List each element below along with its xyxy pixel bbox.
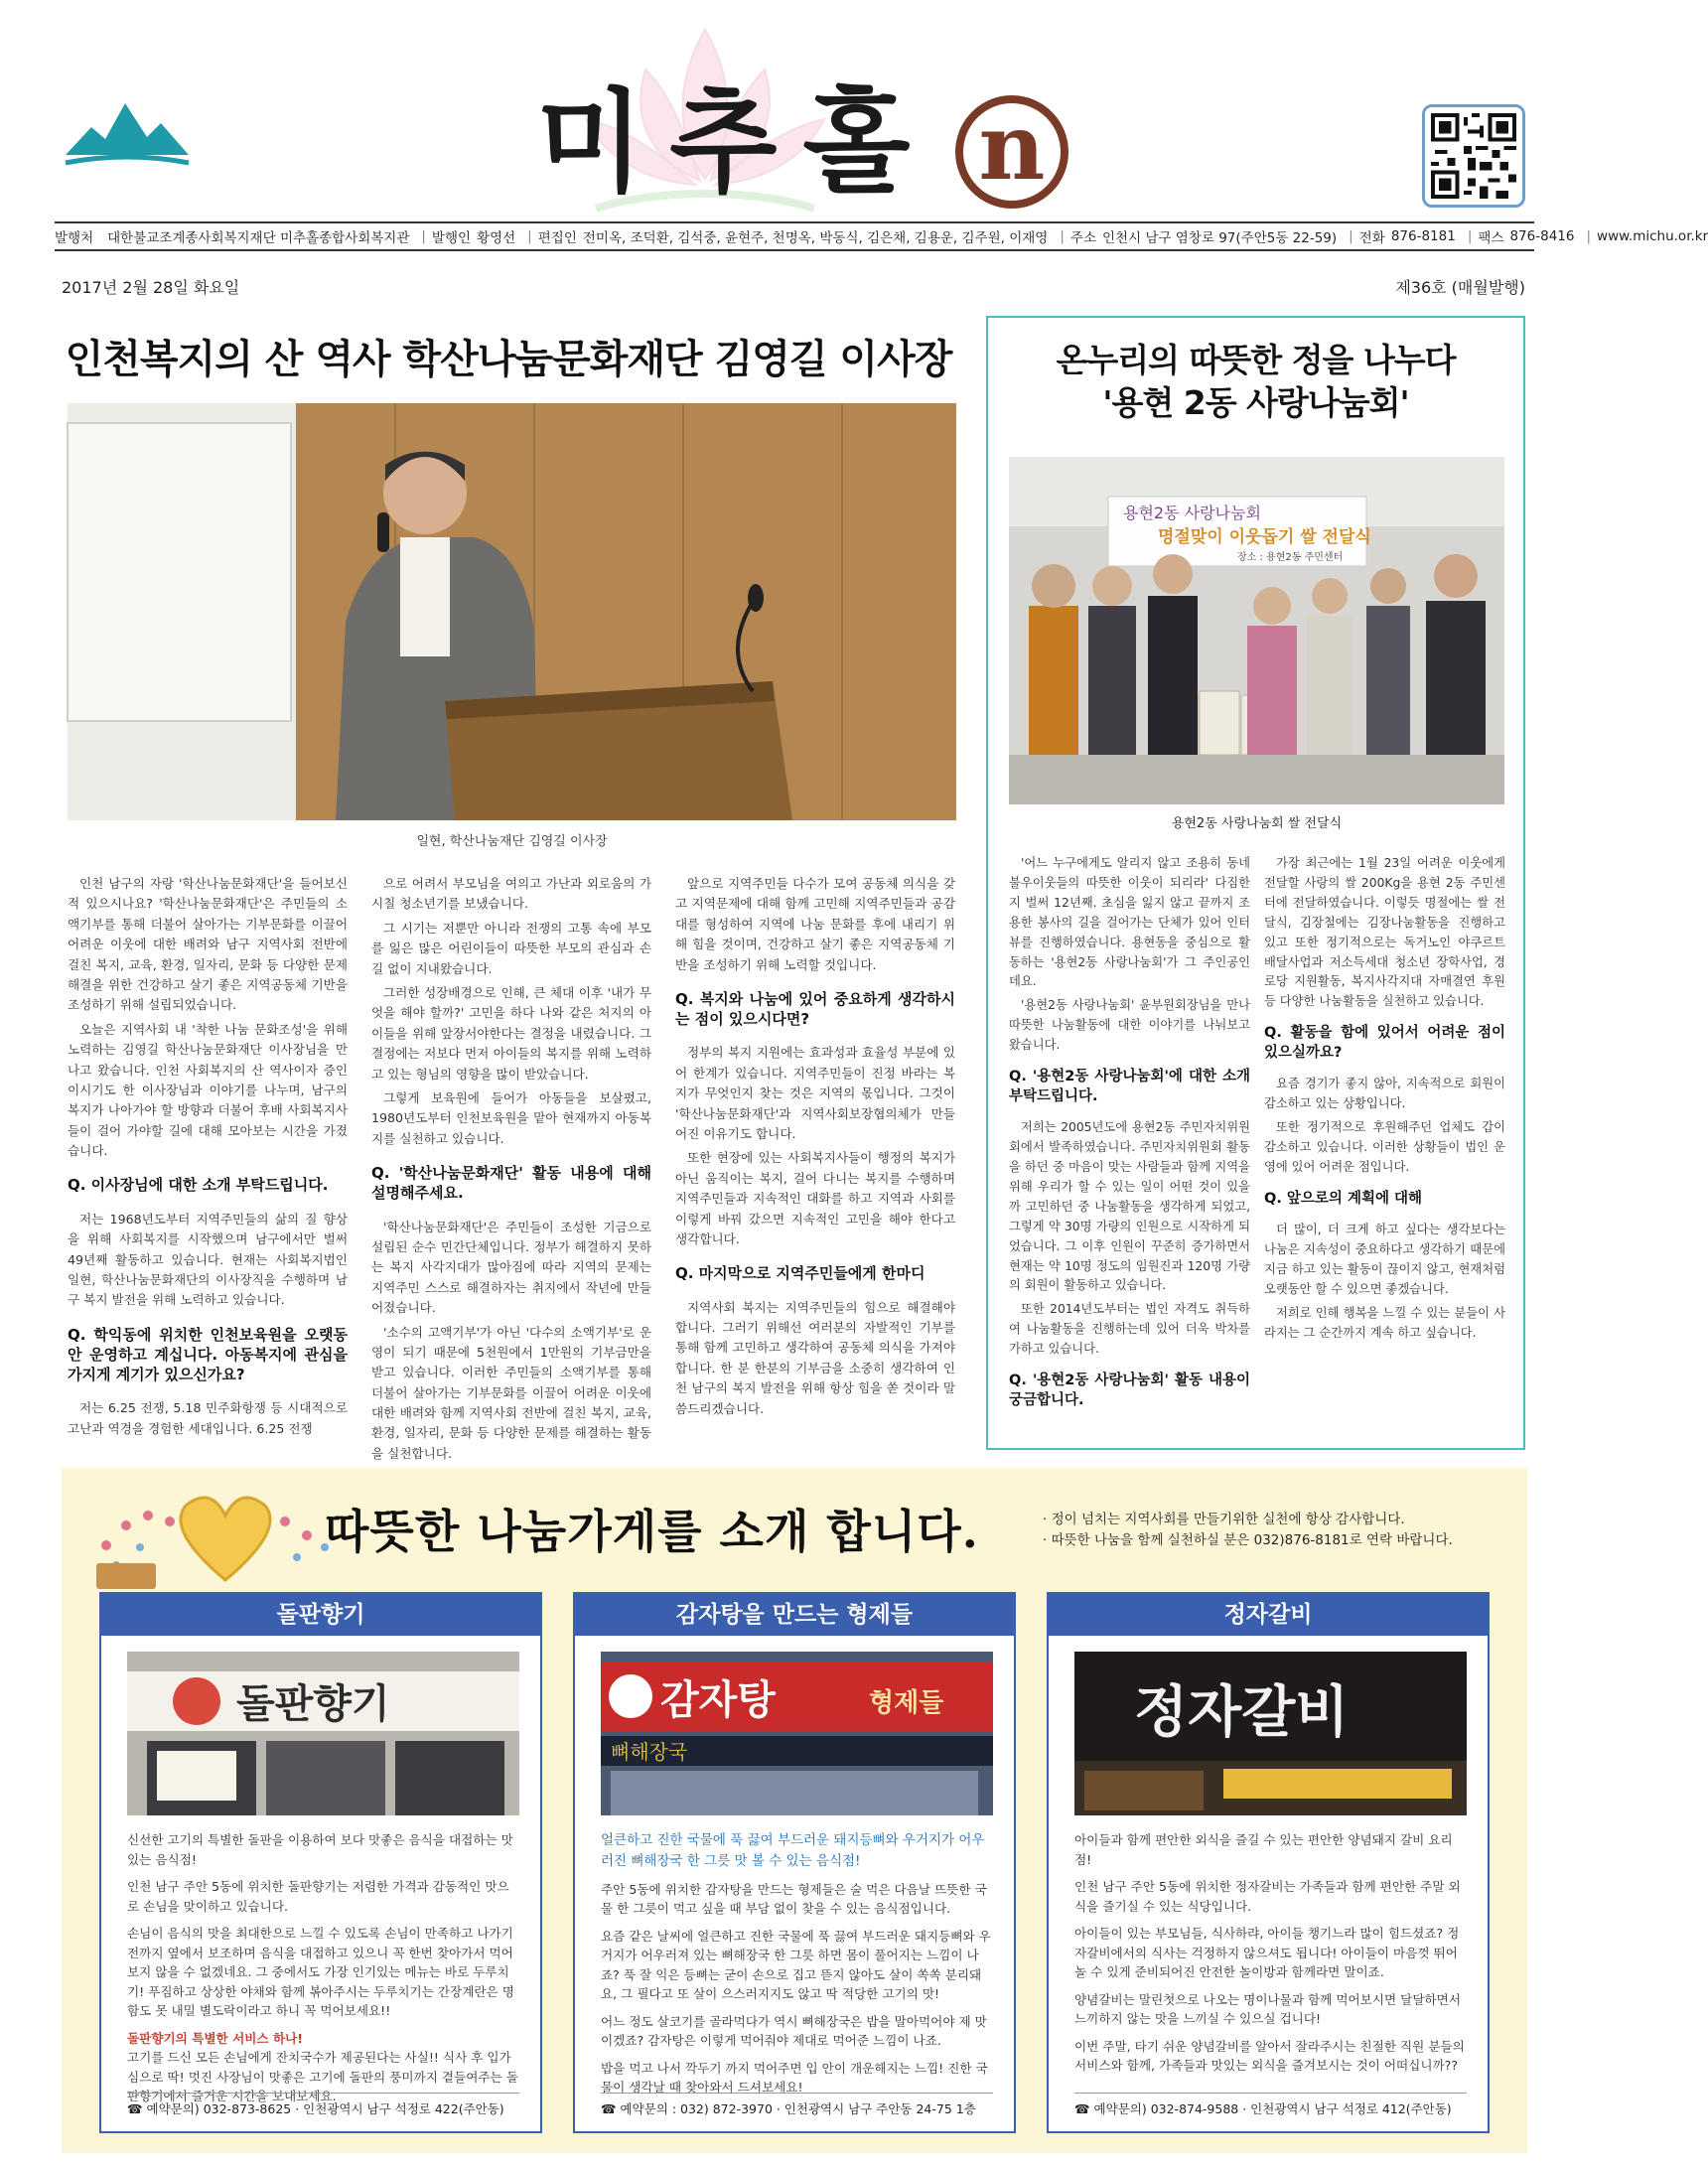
paragraph: 앞으로 지역주민들 다수가 모여 공동체 의식을 갖고 지역문제에 대해 함께 고민해 지역주민들과 공감대를 형성하여 지역에 나눔 문화를 후에 내리기 위해 힘을 것이며, 건강하고 살기 좋은 지역공동체 기반을 조성하기 위해 노력할 것입니다. <box>675 876 955 972</box>
interview-question: Q. 학익동에 위치한 인천보육원을 오랫동안 운영하고 계십니다. 아동복지에 관심을 가지게 계기가 있으신가요? <box>68 1325 348 1384</box>
interview-question: Q. 활동을 함에 있어서 어려운 점이 있으실까요? <box>1264 1025 1505 1061</box>
paragraph: 신선한 고기의 특별한 돌판을 이용하여 보다 맛좋은 음식을 대접하는 맛있는 음식점! <box>127 1832 513 1867</box>
paragraph: 저는 1968년도부터 지역주민들의 삶의 질 향상을 위해 사회복지를 시작했으며 남구에서만 벌써 49년째 활동하고 있습니다. 현재는 사회복지법인 일현, 학산나눔문화재단의 이사장직을 수행하며 남구 복지 발전을 위해 노력하고 있습니다. <box>68 1211 348 1308</box>
photo-banner-line-3: 장소 : 용현2동 주민센터 <box>1237 552 1344 563</box>
store-card-gamjatang <box>573 1592 1016 2133</box>
main-article-column-3 <box>675 874 955 1423</box>
qr-code-icon[interactable] <box>1422 104 1525 208</box>
interview-question: Q. '용현2동 사랑나눔회'에 대한 소개 부탁드립니다. <box>1009 1069 1250 1104</box>
fax-label: 팩스 <box>1478 230 1504 246</box>
paragraph: 고기를 드신 모든 손님에게 잔치국수가 제공된다는 사실!! 식사 후 입가심으로 딱! 멋진 사장님이 맛좋은 고기에 돌판의 풍미까지 곁들여주는 돌판향기에서 즐거운 시간을 보내보세요. <box>127 2050 518 2104</box>
mountain-logo-icon <box>62 97 193 173</box>
side-article-column-2 <box>1264 854 1505 1348</box>
side-article-column-1 <box>1009 854 1250 1422</box>
fax-value: 876-8416 <box>1509 228 1575 244</box>
paragraph: '소수의 고액기부'가 아닌 '다수의 소액기부'로 운영이 되기 때문에 5천원에서 1만원의 기부금만을 받고 있습니다. 이러한 주민들의 소액기부를 통해 더불어 살아가는 기부문화를 이끌어 어려운 이웃에 대한 배려와 함께 지역사회 전반에 걸친 복지, 교육, 환경, 일자리, 문화 등 다양한 문제를 해결하는 활동을 실천합니다. <box>371 1324 651 1461</box>
masthead <box>0 0 1589 214</box>
photo-banner-line-2: 명절맞이 이웃돕기 쌀 전달식 <box>1158 527 1371 547</box>
newspaper-title-mark: n <box>955 95 1068 209</box>
divider: | <box>1586 228 1592 244</box>
editor-names: 전미옥, 조덕환, 김석중, 윤현주, 천명옥, 박동식, 김은채, 김용운, 김주원, 이재영 <box>582 230 1049 246</box>
store-section-note <box>1043 1510 1453 1551</box>
paragraph: 인천 남구 주안 5동에 위치한 돌판향기는 저렴한 가격과 감동적인 맛으로 손님을 맞이하고 있습니다. <box>127 1879 509 1914</box>
store-contact: ☎ 예약문의) 032-873-8625 · 인천광역시 남구 석정로 422(주안동) <box>127 2093 519 2117</box>
store-card-dolpan <box>99 1592 542 2133</box>
paragraph: 아이들이 있는 부모님들, 식사하랴, 아이들 챙기느라 많이 힘드셨죠? 정자갈비에서의 식사는 걱정하지 않으셔도 됩니다! 아이들이 마음껏 뛰어놀 수 있게 준비되어진 안전한 놀이방과 함께라면 말이죠. <box>1074 1926 1460 1980</box>
paragraph: 그렇게 보육원에 들어가 아동들을 보살폈고, 1980년도부터 인천보육원을 맡아 현재까지 아동복지를 실천하고 있습니다. <box>371 1089 651 1146</box>
divider: | <box>527 228 532 244</box>
paragraph: '어느 누구에게도 알리지 않고 조용히 동네불우이웃들의 따뜻한 이웃이 되리라' 다짐한지 벌써 12년째. 초심을 잃지 않고 끝까지 조용한 봉사의 길을 걸어가는 단체가 있어 인터뷰를 진행하였습니다. 용현동을 중심으로 활동하는 '용현2동 사랑나눔회'가 그 주인공인데요. <box>1009 856 1250 989</box>
store-sign: 감자탕 <box>660 1677 776 1723</box>
paragraph: 정부의 복지 지원에는 효과성과 효율성 부분에 있어 한계가 있습니다. 지역주민들이 진정 바라는 복지가 무엇인지 찾는 것은 지역의 몫입니다. 그것이 '학산나눔문화재단'과 지역사회보장협의체가 만들어진 이유기도 합니다. <box>675 1045 955 1142</box>
side-title-line-2: '용현 2동 사랑나눔회' <box>1102 382 1409 422</box>
paragraph: 손님이 음식의 맛을 최대한으로 느낄 수 있도록 손님이 만족하고 나가기 전까지 옆에서 보조하며 음식을 대접하고 있으니 꼭 한번 찾아가서 먹어보지 않을 수 없겠네요. 그 중에서도 가장 인기있는 메뉴는 바로 두루치기! 푸짐하고 상상한 야채와 함께 볶아주시는 두루치기는 간장계란은 명함도 못 내밀 별도락이라고 하니 꼭 먹어보세요!! <box>127 1926 514 2019</box>
issuer-label: 발행인 <box>431 230 472 246</box>
store-name: 감자탕을 만드는 형제들 <box>575 1594 1014 1636</box>
store-sign: 정자갈비 <box>1134 1679 1350 1745</box>
store-photo <box>127 1652 519 1815</box>
store-card-jeongja <box>1047 1592 1490 2133</box>
divider: | <box>421 228 426 244</box>
store-name: 돌판향기 <box>101 1594 540 1636</box>
paragraph: 어느 정도 살코기를 골라먹다가 역시 뼈해장국은 밥을 말아먹어야 제 맛이겠죠? 감자탕은 이렇게 먹어줘야 제대로 먹어준 느낌이 나죠. <box>601 2013 987 2049</box>
store-sign: 돌판향기 <box>236 1680 390 1727</box>
address-label: 주소 <box>1069 230 1096 246</box>
address-value: 인천시 남구 염창로 97(주안5동 22-59) <box>1102 230 1338 246</box>
interview-question: Q. 복지와 나눔에 있어 중요하게 생각하시는 점이 있으시다면? <box>675 989 955 1029</box>
store-photo <box>601 1652 993 1815</box>
photo-banner-line-1: 용현2동 사랑나눔회 <box>1123 504 1261 522</box>
paragraph: 아이들과 함께 편안한 외식을 즐길 수 있는 편안한 양념돼지 갈비 요리점! <box>1074 1832 1453 1867</box>
side-article-box <box>986 316 1525 1450</box>
editor-label: 편집인 <box>537 230 577 246</box>
highlight-heading: 돌판향기의 특별한 서비스 하나! <box>127 2030 304 2046</box>
main-article-column-1 <box>68 874 348 1443</box>
store-lead: 얼큰하고 진한 국물에 푹 끓여 부드러운 돼지등뼈와 우거지가 어우러진 뼈해장국 한 그릇 맛 볼 수 있는 음식점! <box>601 1832 985 1869</box>
paragraph: 그 시기는 저뿐만 아니라 전쟁의 고통 속에 부모를 잃은 많은 어린이들이 따뜻한 부모의 관심과 손길 없이 지내왔습니다. <box>371 920 651 976</box>
paragraph: 가장 최근에는 1월 23일 어려운 이웃에게 전달할 사랑의 쌀 200Kg을 용현 2동 주민센터에 전달하였습니다. 이렇듯 명절에는 쌀 전달식, 김장철에는 김장나눔활동을 진행하고 있고 또한 정기적으로는 독거노인 야쿠르트 배달사업과 저소득세대 청소년 장학사업, 경로당 지원활동, 복지사각지대 자매결연 후원 등 다양한 나눔활동을 실천하고 있습니다. <box>1264 856 1505 1009</box>
paragraph: 지역사회 복지는 지역주민들의 힘으로 해결해야 합니다. 그러기 위해선 여러분의 자발적인 기부를 통해 함께 고민하고 생각하여 공동체 의식을 가져야 합니다. 한 분 한분의 기부금을 소중히 생각하여 인천 남구의 복지 발전을 위해 항상 힘을 쏟 것이라 말씀드리겠습니다. <box>675 1299 955 1416</box>
paragraph: 또한 2014년도부터는 법인 자격도 취득하여 나눔활동을 진행하는데 있어 더욱 박차를 가하고 있습니다. <box>1009 1302 1250 1357</box>
paragraph: 인천 남구의 자랑 '학산나눔문화재단'을 들어보신 적 있으시나요? '학산나눔문화재단'은 주민들의 소액기부를 통해 더불어 살아가는 기부문화를 이끌어 어려운 이웃에 대한 배려와 남구 지역사회 전반에 걸친 복지, 교육, 환경, 일자리, 문화 등 다양한 문제 해결을 위한 건강하고 살기 좋은 지역공동체 기반을 조성하기 위해 설립되었습니다. <box>68 876 348 1013</box>
side-article-title <box>988 340 1523 425</box>
paragraph: 으로 어려서 부모님을 여의고 가난과 외로움의 가시칠 청소년기를 보냈습니다. <box>371 876 651 912</box>
paragraph: '용현2동 사랑나눔회' 윤부원회장님을 만나 따뜻한 나눔활동에 대한 이야기를 나눠보고 왔습니다. <box>1009 998 1250 1053</box>
paragraph: 요즘 같은 날씨에 얼큰하고 진한 국물에 푹 끓여 부드러운 돼지등뼈와 우거지가 어우러져 있는 뼈해장국 한 그릇 하면 몸이 풀어지는 느낌이 나죠? 푹 잘 익은 등뼈는 굳이 손으로 집고 뜯지 않아도 살이 쏙쏙 분리돼요, 그 필다고 또 살이 으스러지지도 않고 딱 적당한 고기의 맛! <box>601 1928 991 2002</box>
sharing-stores-section <box>62 1468 1527 2153</box>
main-article-photo <box>68 403 956 820</box>
store-section-headline: 따뜻한 나눔가게를 소개 합니다. <box>325 1505 979 1558</box>
store-sign-tertiary: 뼈해장국 <box>611 1740 688 1764</box>
store-description <box>127 1830 519 2114</box>
paragraph: 이번 주말, 타기 쉬운 양념갈비를 알아서 잘라주시는 친절한 직원 분들의 서비스와 함께, 가족들과 맛있는 외식을 즐겨보시는 것이 어떠십니까?? <box>1074 2038 1465 2074</box>
store-description <box>601 1830 993 2105</box>
website-link[interactable]: www.michu.or.kr <box>1597 228 1708 244</box>
paragraph: 더 많이, 더 크게 하고 싶다는 생각보다는 나눔은 지속성이 중요하다고 생각하기 때문에 지금 하고 있는 활동이 끊이지 않고, 현재처럼 오랫동안 할 수 있으면 좋겠습니다. <box>1264 1223 1505 1297</box>
store-photo <box>1074 1652 1467 1815</box>
divider: | <box>1060 228 1065 244</box>
side-photo-caption: 용현2동 사랑나눔회 쌀 전달식 <box>1171 816 1343 831</box>
paragraph: 인천 남구 주안 5동에 위치한 정자갈비는 가족들과 함께 편안한 주말 외식을 즐기실 수 있는 식당입니다. <box>1074 1879 1461 1914</box>
paragraph: '학산나눔문화재단'은 주민들이 조성한 기금으로 설립된 순수 민간단체입니다. 정부가 해결하지 못하는 복지 사각지대가 많아짐에 따라 지역의 문제는 지역주민 스스로 해결하자는 취지에서 작년에 만들어졌습니다. <box>371 1219 651 1316</box>
divider: | <box>1349 228 1353 244</box>
divider: | <box>1467 228 1473 244</box>
publisher-label: 발행처 <box>55 230 94 246</box>
note-line: · 따뜻한 나눔을 함께 실천하실 분은 032)876-8181로 연락 바랍니다. <box>1043 1531 1453 1548</box>
store-name: 정자갈비 <box>1049 1594 1488 1636</box>
issue-number: 제36호 (매월발행) <box>1395 278 1525 297</box>
paragraph: 저는 6.25 전쟁, 5.18 민주화항쟁 등 시대적으로 고난과 역경을 경험한 세대입니다. 6.25 전쟁 <box>68 1400 348 1436</box>
main-photo-caption: 일현, 학산나눔재단 김영길 이사장 <box>416 834 608 849</box>
newspaper-title: 미추홀 <box>536 77 936 208</box>
paragraph: 주안 5동에 위치한 감자탕을 만드는 형제들은 술 먹은 다음날 뜨뜻한 국물 한 그릇이 먹고 싶을 때 부담 없이 찾을 수 있는 음식점입니다. <box>601 1881 987 1917</box>
issuer-name: 황영선 <box>477 230 516 246</box>
store-description <box>1074 1830 1467 2084</box>
phone-value: 876-8181 <box>1390 228 1456 244</box>
side-article-photo <box>1009 457 1504 804</box>
interview-question: Q. 마지막으로 지역주민들에게 한마디 <box>675 1264 925 1283</box>
paragraph: 저희로 인해 행복을 느낄 수 있는 분들이 사라지는 그 순간까지 계속 하고 싶습니다. <box>1264 1306 1505 1340</box>
interview-question: Q. '학산나눔문화재단' 활동 내용에 대해 설명해주세요. <box>371 1164 651 1203</box>
heart-hands-illustration-icon <box>76 1486 350 1595</box>
side-title-line-1: 온누리의 따뜻한 정을 나누다 <box>1056 341 1456 379</box>
phone-label: 전화 <box>1358 230 1385 246</box>
paragraph: 또한 정기적으로 후원해주던 업체도 갑이 감소하고 있습니다. 이러한 상황들이 법인 운영에 있어 어려운 점입니다. <box>1264 1120 1505 1174</box>
note-line: · 정이 넘치는 지역사회를 만들기위한 실천에 항상 감사합니다. <box>1043 1512 1405 1527</box>
interview-question: Q. 앞으로의 계획에 대해 <box>1264 1190 1423 1207</box>
main-headline: 인천복지의 산 역사 학산나눔문화재단 김영길 이사장 <box>65 337 952 382</box>
interview-question: Q. 이사장님에 대한 소개 부탁드립니다. <box>68 1176 329 1195</box>
store-contact: ☎ 예약문의) 032-874-9588 · 인천광역시 남구 석정로 412(주안동) <box>1074 2093 1467 2117</box>
main-article-column-2 <box>371 874 651 1468</box>
paragraph: 양념갈비는 말린첫으로 나오는 명이나물과 함께 먹어보시면 달달하면서 느끼하지 않는 맛을 느끼실 수 있으실 겁니다! <box>1074 1991 1461 2027</box>
paragraph: 저희는 2005년도에 용현2동 주민자치위원회에서 발족하였습니다. 주민자치위원회 활동을 하던 중 마음이 맞는 사람들과 함께 지역을 위해 우리가 할 수 있는 일이 어떤 것이 있을까 고민하던 중 나눔활동을 생각하게 되었고, 그렇게 약 30명 가량의 인원으로 시작하게 되었습니다. 그 이후 인원이 꾸준히 증가하면서 현재는 약 10명 정도의 임원진과 120명 가량의 회원이 활동하고 있습니다. <box>1009 1120 1250 1293</box>
paragraph: 밥을 먹고 나서 깍두기 까지 먹어주면 입 안이 개운해지는 느낌! 진한 국물이 생각날 때 찾아와서 드셔보세요! <box>601 2060 988 2096</box>
publication-info-bar <box>55 221 1708 251</box>
paragraph: 그러한 성장배경으로 인해, 큰 체대 이후 '내가 무엇을 해야 할까?' 고민을 하다 나와 같은 처지의 아이들을 위해 앞장서야한다는 결정을 내렸습니다. 그 결정에는 저보다 먼저 아이들의 복지를 위해 노력하고 있는 형님의 영향을 많이 받았습니다. <box>371 984 651 1082</box>
store-sign-secondary: 형제들 <box>869 1688 944 1718</box>
paragraph: 또한 현장에 있는 사회복지사들이 행정의 복지가 아닌 움직이는 복지, 걸어 다니는 복지를 수행하며 지역주민들과 지속적인 대화를 하고 지역과 사회를 이렇게 바꿔 갔으면 지속적인 고민을 해야 한다고 생각합니다. <box>675 1150 955 1246</box>
issue-date: 2017년 2월 28일 화요일 <box>62 278 240 297</box>
paragraph: 요즘 경기가 좋지 않아, 지속적으로 회원이 감소하고 있는 상황입니다. <box>1264 1077 1505 1111</box>
paragraph: 오늘은 지역사회 내 '착한 나눔 문화조성'을 위해 노력하는 김영길 학산나눔문화재단 이사장님을 만나고 왔습니다. 인천 사회복지의 산 역사이자 증인이시기도 한 이사장님과 이야기를 나누며, 남구의 복지가 나아가야 할 방향과 더불어 후배 사회복지사들이 걸어 가야할 길에 대해 모아보는 시간을 가졌습니다. <box>68 1021 348 1159</box>
publisher-name: 대한불교조계종사회복지재단 미추홀종합사회복지관 <box>107 230 410 246</box>
interview-question: Q. '용현2동 사랑나눔회' 활동 내용이 궁금합니다. <box>1009 1373 1250 1408</box>
store-contact: ☎ 예약문의 : 032) 872-3970 · 인천광역시 남구 주안동 24-75 1층 <box>601 2093 993 2117</box>
